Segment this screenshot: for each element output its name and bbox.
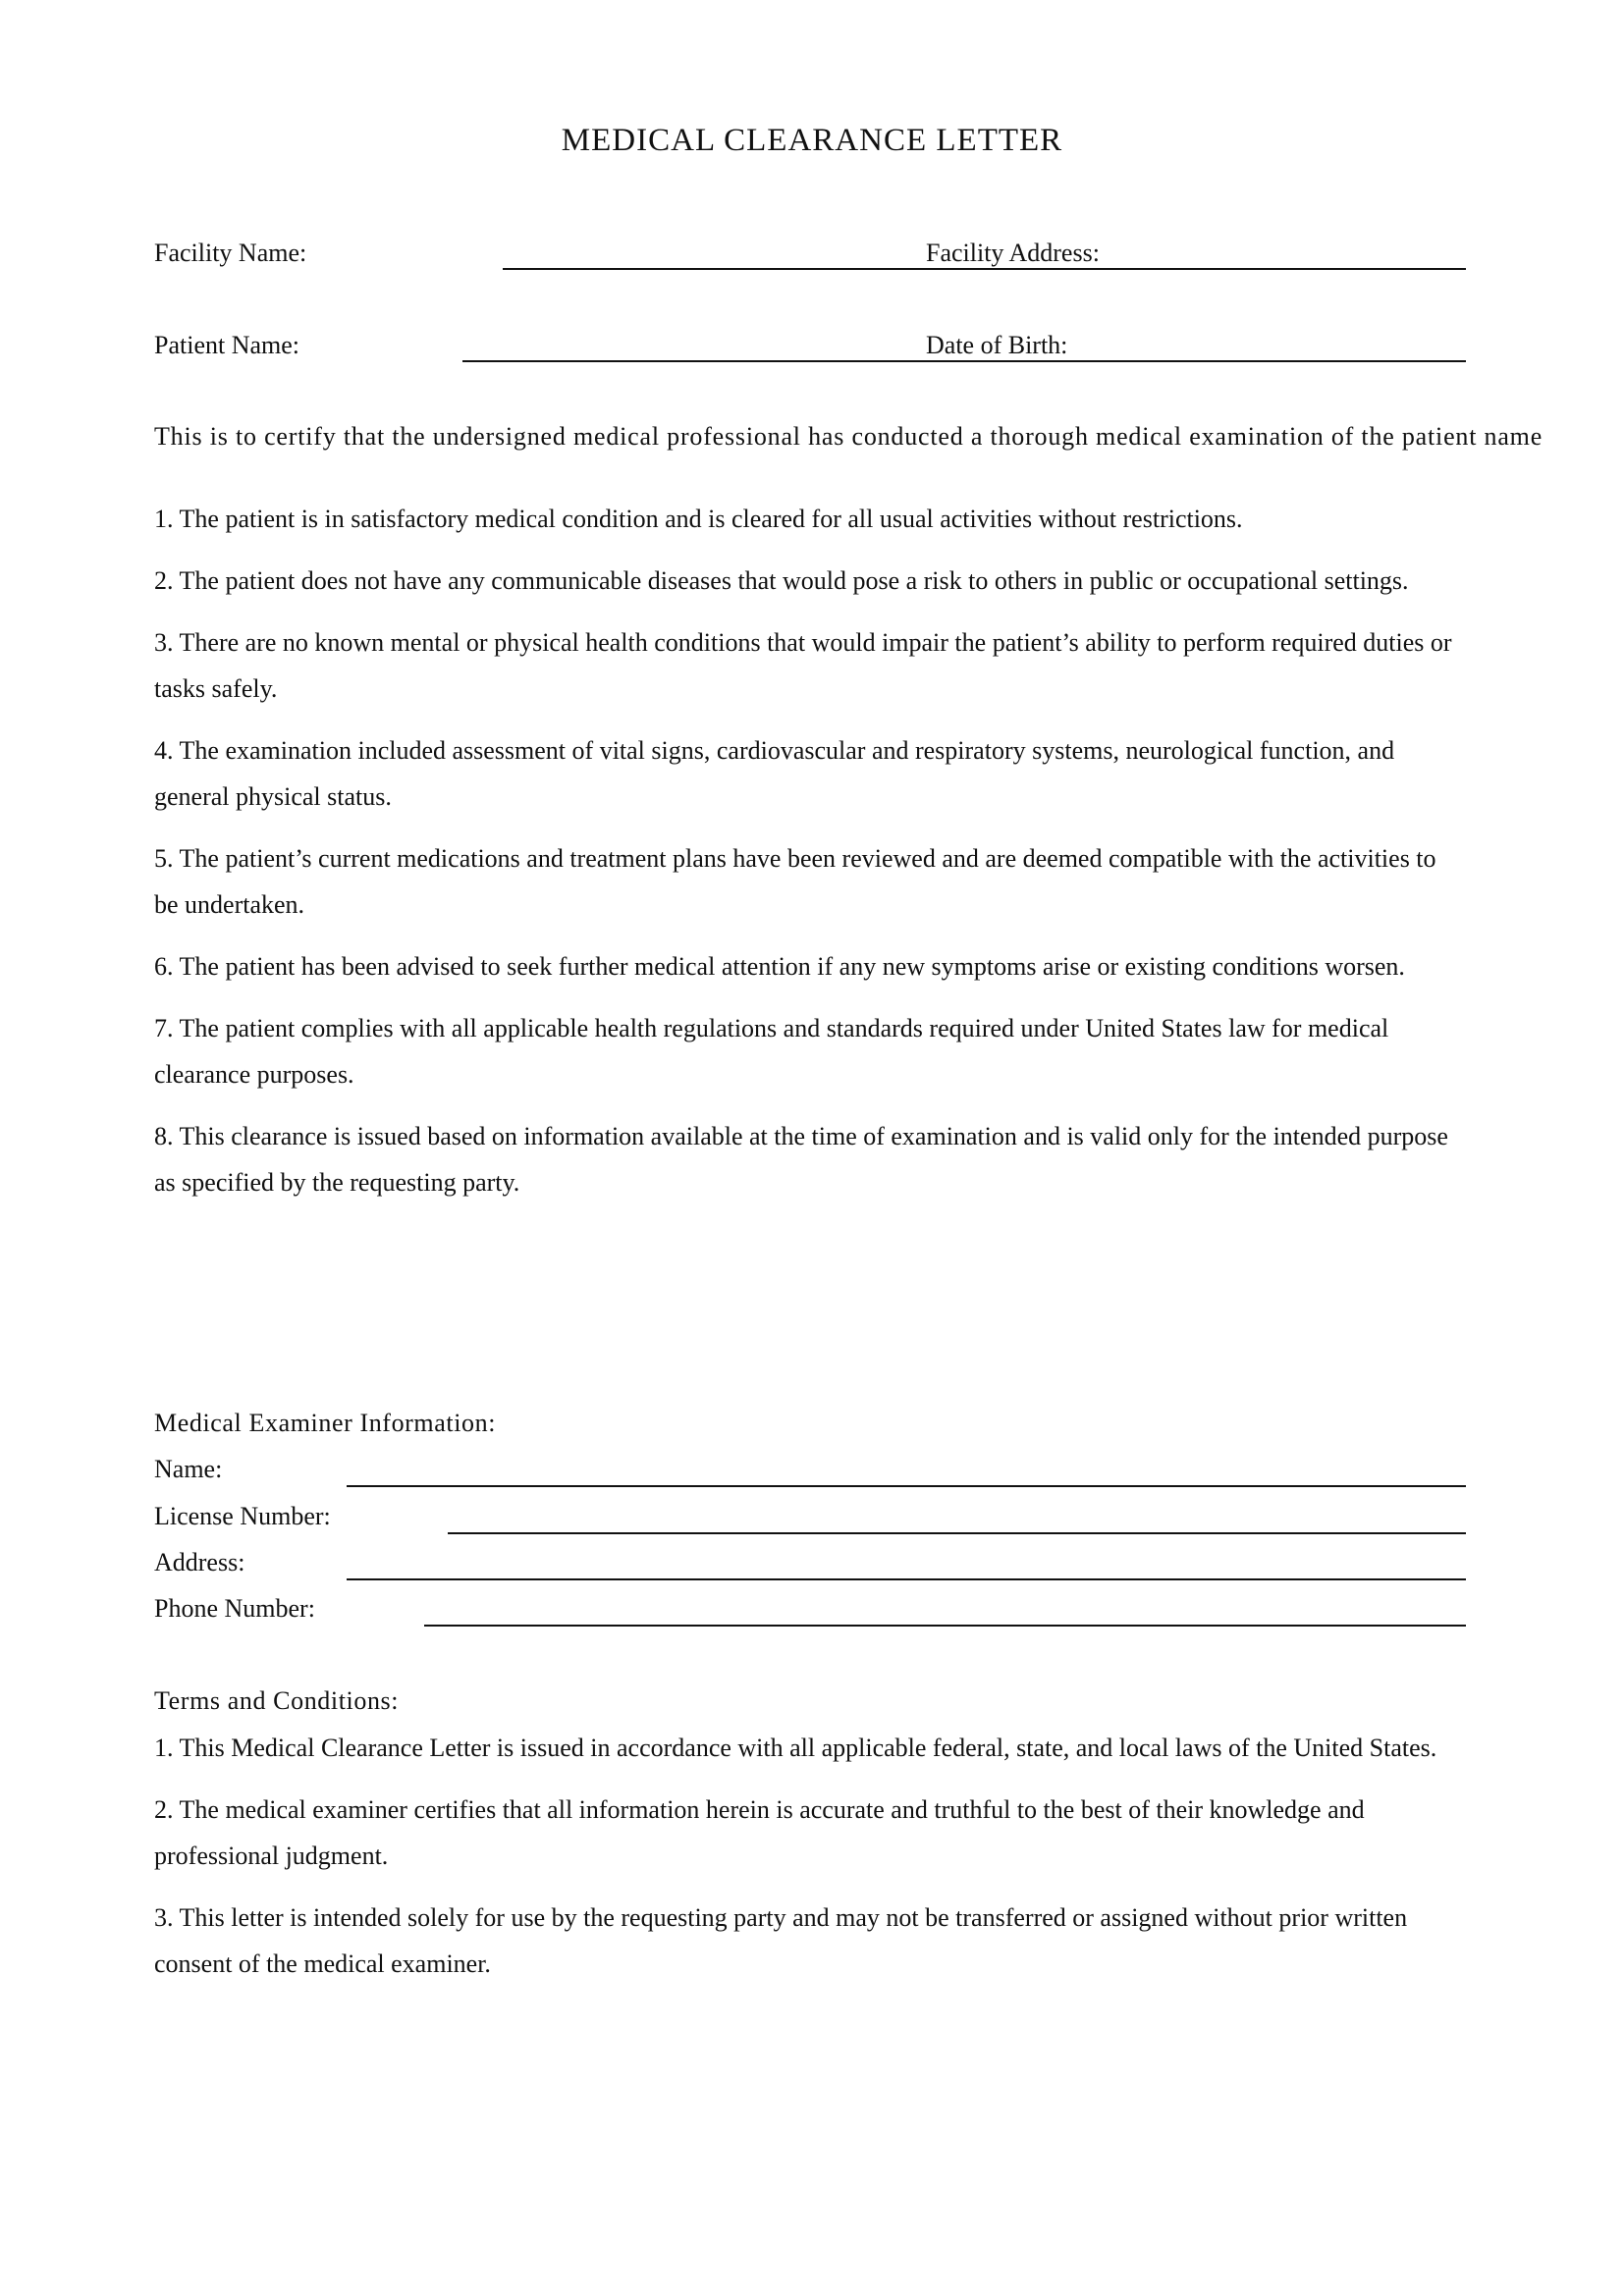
terms-list [154, 1725, 1460, 2002]
terms-item-3: 3. This letter is intended solely for use by the requesting party and may not be transferred or assigned without prior written consent of the medical examiner. [154, 1903, 1408, 1978]
examiner-name-field[interactable] [347, 1485, 1466, 1487]
facility-name-label: Facility Name: [154, 239, 307, 267]
certification-item-3: 3. There are no known mental or physical health conditions that would impair the patient’s ability to perform required duties or tasks safely. [154, 628, 1452, 703]
terms-section-heading: Terms and Conditions: [154, 1686, 400, 1715]
certification-item-6: 6. The patient has been advised to seek further medical attention if any new symptoms arise or existing conditions worsen. [154, 952, 1405, 981]
examiner-section-heading: Medical Examiner Information: [154, 1409, 497, 1437]
patient-name-label: Patient Name: [154, 331, 300, 359]
certification-item-2: 2. The patient does not have any communicable diseases that would pose a risk to others in public or occupational settings. [154, 566, 1409, 595]
date-of-birth-label: Date of Birth: [926, 331, 1068, 359]
examiner-name-label: Name: [154, 1455, 223, 1483]
document-title: MEDICAL CLEARANCE LETTER [561, 123, 1063, 158]
certification-item-8: 8. This clearance is issued based on information available at the time of examination and is valid only for the intended purpose as specified by the requesting party. [154, 1122, 1448, 1197]
certification-item-1: 1. The patient is in satisfactory medical condition and is cleared for all usual activities without restrictions. [154, 505, 1243, 533]
examiner-address-field[interactable] [347, 1578, 1466, 1580]
examiner-phone-label: Phone Number: [154, 1594, 315, 1623]
terms-item-2: 2. The medical examiner certifies that all information herein is accurate and truthful to the best of their knowledge and professional judgment. [154, 1795, 1365, 1870]
facility-address-label: Facility Address: [926, 239, 1100, 267]
certification-item-7: 7. The patient complies with all applicable health regulations and standards required under United States law for medical clearance purposes. [154, 1014, 1389, 1089]
terms-item-1: 1. This Medical Clearance Letter is issued in accordance with all applicable federal, state, and local laws of the United States. [154, 1734, 1437, 1762]
certification-item-4: 4. The examination included assessment of vital signs, cardiovascular and respiratory systems, neurological function, and general physical status. [154, 736, 1395, 811]
examiner-license-field[interactable] [448, 1532, 1466, 1534]
examiner-license-label: License Number: [154, 1502, 331, 1530]
certification-item-5: 5. The patient’s current medications and treatment plans have been reviewed and are deemed compatible with the activities to be undertaken. [154, 844, 1436, 919]
certification-intro: This is to certify that the undersigned medical professional has conducted a thorough medical examination of the patient name [154, 422, 1543, 451]
facility-name-field[interactable] [503, 268, 1466, 270]
examiner-phone-field[interactable] [424, 1625, 1466, 1627]
examiner-address-label: Address: [154, 1548, 245, 1576]
patient-name-field[interactable] [462, 360, 1466, 362]
certification-list [154, 496, 1460, 1221]
